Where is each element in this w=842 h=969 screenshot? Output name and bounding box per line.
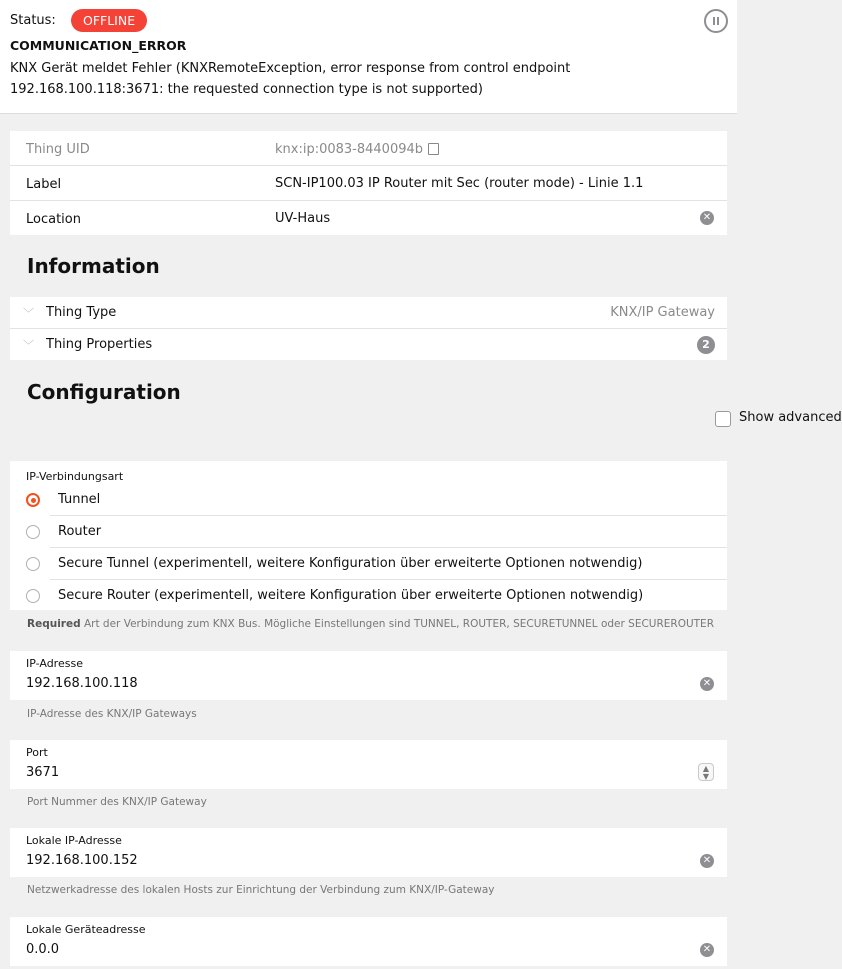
location-row[interactable] [10,201,727,235]
port-stepper[interactable]: ▲ ▼ [698,763,714,781]
local-device-address-label: Lokale Geräteadresse [26,923,146,936]
port-input[interactable]: 3671 [26,765,60,780]
connection-type-hint [27,618,714,630]
error-message: KNX Gerät meldet Fehler (KNXRemoteException, error response from control endpoint 192.168.100.118:3671: the requested connection type is not supported) [10,61,571,97]
connection-type-group [10,461,727,610]
clear-ip-address-icon[interactable]: ✕ [700,677,714,691]
thing-uid-value[interactable] [275,141,439,157]
thing-type-label: Thing Type [46,305,117,320]
radio-unchecked-icon[interactable] [26,589,40,603]
radio-option-secure-router[interactable] [10,580,727,612]
configuration-title: Configuration [27,380,181,404]
ip-address-field[interactable] [10,651,727,700]
chevron-down-icon: ﹀ [23,307,34,320]
connection-type-hint-text: Art der Verbindung zum KNX Bus. Mögliche Einstellungen sind TUNNEL, ROUTER, SECURETUNNEL oder SECUREROUTER [83,618,714,630]
show-advanced-checkbox[interactable] [715,411,731,427]
thing-properties-label: Thing Properties [46,337,153,352]
local-ip-field[interactable] [10,828,727,877]
label-row[interactable] [10,166,727,201]
information-list [10,297,727,360]
local-ip-hint: Netzwerkadresse des lokalen Hosts zur Einrichtung der Verbindung zum KNX/IP-Gateway [27,884,495,896]
show-advanced-label: Show advanced [739,410,842,425]
clear-local-device-address-icon[interactable]: ✕ [700,943,714,957]
required-label: Required [27,618,81,630]
ip-address-input[interactable]: 192.168.100.118 [26,676,138,691]
port-hint: Port Nummer des KNX/IP Gateway [27,796,207,808]
chevron-down-icon: ﹀ [23,339,34,352]
port-label: Port [26,746,48,759]
pause-icon[interactable] [704,9,728,33]
information-title: Information [27,254,160,278]
connection-type-label: IP-Verbindungsart [26,470,124,483]
status-label: Status: [10,13,56,28]
thing-properties-row[interactable] [10,329,727,360]
port-field[interactable] [10,740,727,789]
radio-option-secure-tunnel[interactable] [10,548,727,580]
local-ip-label: Lokale IP-Adresse [26,834,122,847]
error-title: COMMUNICATION_ERROR [10,38,187,53]
thing-uid-label: Thing UID [26,142,90,157]
clear-location-icon[interactable]: ✕ [700,211,714,225]
radio-unchecked-icon[interactable] [26,525,40,539]
local-device-address-input[interactable]: 0.0.0 [26,942,60,957]
thing-type-value: KNX/IP Gateway [610,305,715,320]
radio-label: Tunnel [58,492,101,507]
label-field[interactable]: SCN-IP100.03 IP Router mit Sec (router mode) - Linie 1.1 [275,176,644,191]
location-field[interactable]: UV-Haus [275,211,331,226]
local-device-address-field[interactable] [10,917,727,966]
thing-details-list [10,131,727,235]
ip-address-label: IP-Adresse [26,657,83,670]
local-ip-input[interactable]: 192.168.100.152 [26,853,138,868]
radio-option-tunnel[interactable] [10,484,727,516]
radio-label: Router [58,524,102,539]
radio-label: Secure Tunnel (experimentell, weitere Konfiguration über erweiterte Optionen notwendig) [58,556,643,571]
thing-type-row[interactable] [10,297,727,329]
radio-label: Secure Router (experimentell, weitere Konfiguration über erweiterte Optionen notwendig) [58,588,644,603]
location-label: Location [26,212,81,227]
label-label: Label [26,177,62,192]
radio-checked-icon[interactable] [26,493,40,507]
status-badge: OFFLINE [71,9,147,32]
radio-option-router[interactable] [10,516,727,548]
status-card [0,0,737,114]
radio-unchecked-icon[interactable] [26,557,40,571]
thing-uid-row [10,131,727,166]
copy-icon[interactable] [428,143,439,155]
thing-uid-text: knx:ip:0083-8440094b [275,142,424,157]
thing-properties-count: 2 [697,336,715,354]
clear-local-ip-icon[interactable]: ✕ [700,854,714,868]
ip-address-hint: IP-Adresse des KNX/IP Gateways [27,708,197,720]
